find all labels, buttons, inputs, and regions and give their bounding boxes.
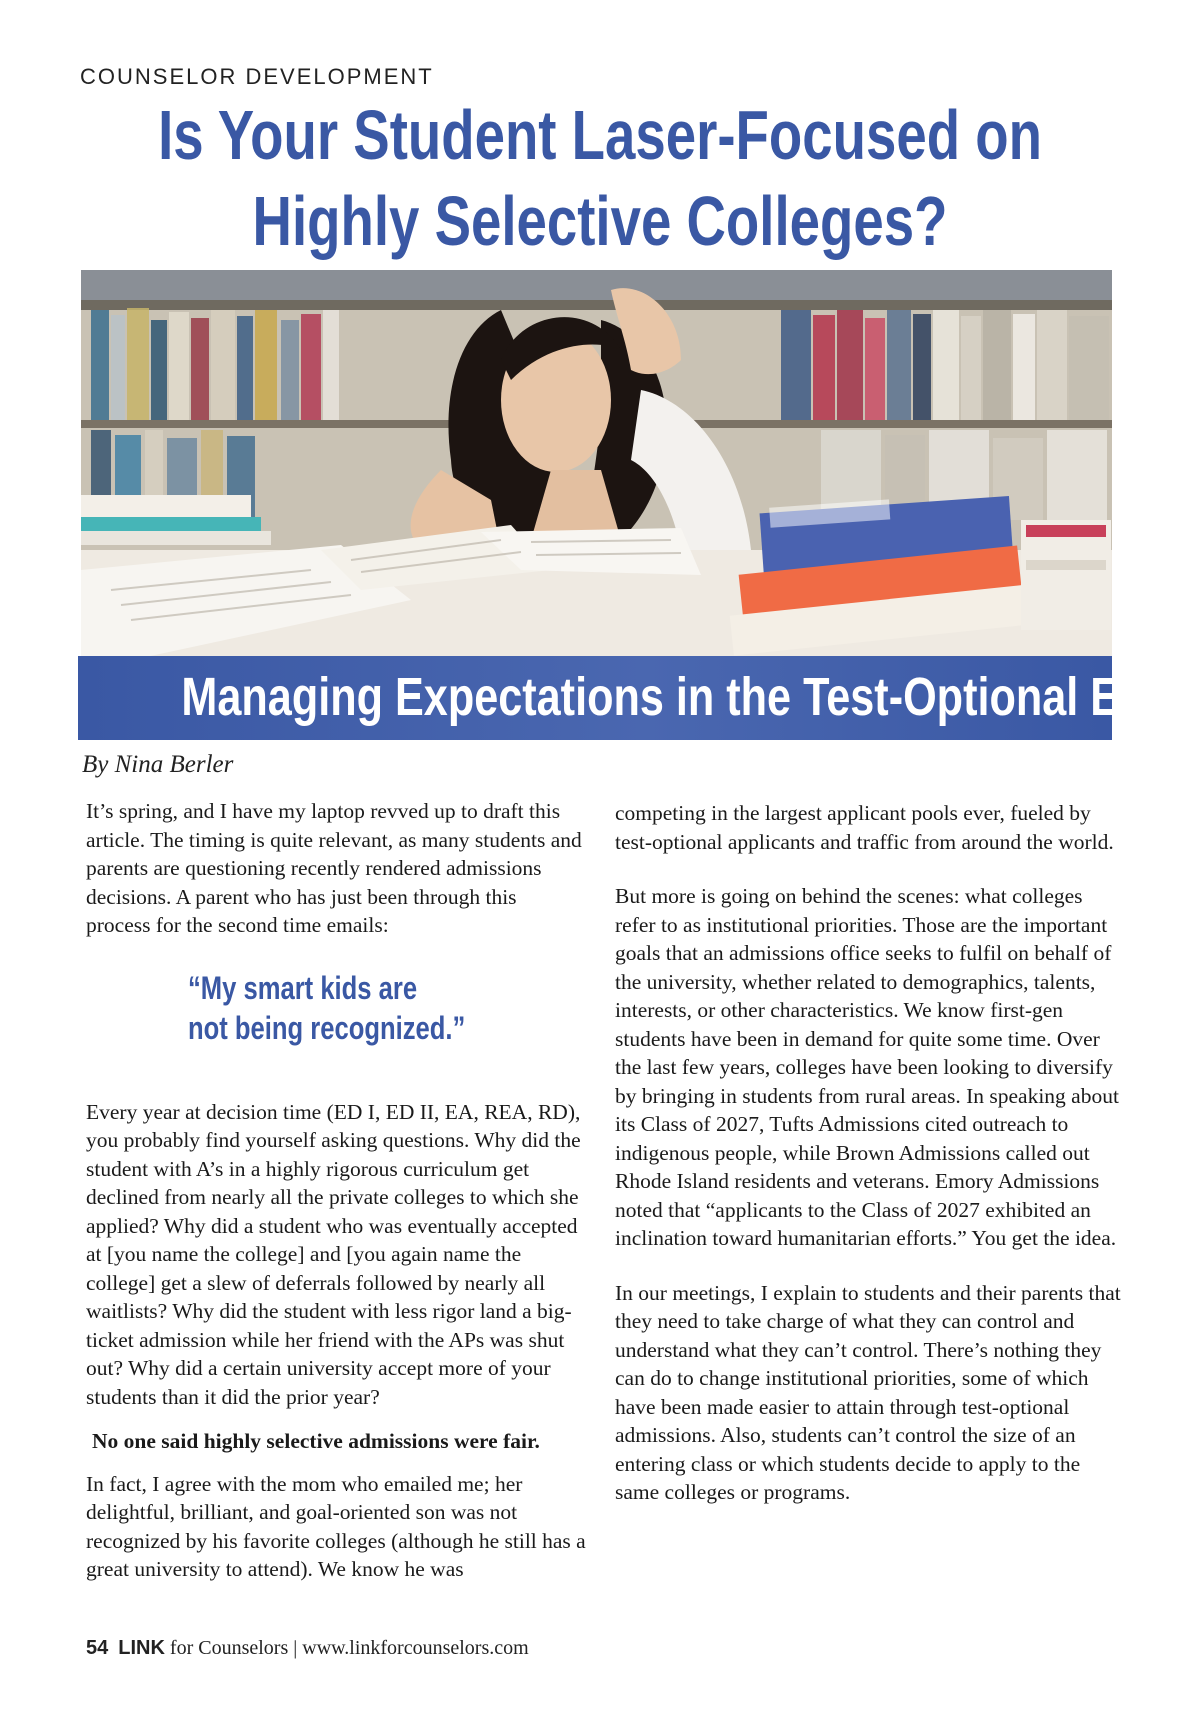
subtitle-banner	[78, 656, 1160, 740]
section-kicker: COUNSELOR DEVELOPMENT	[80, 64, 434, 89]
pull-quote	[188, 968, 476, 1048]
banner-subtitle: Managing Expectations in the Test-Optional Era	[181, 667, 1160, 727]
paragraph: It’s spring, and I have my laptop revved up to draft this article. The timing is quite relevant, as many students and parents are questioning recently rendered admissions decisions. A parent who has just been through this process for the second time emails:	[86, 799, 582, 937]
paragraph: In fact, I agree with the mom who emailed me; her delightful, brilliant, and goal-oriented son was not recognized by his favorite colleges (although he still has a great university to attend). We know he was	[86, 1471, 586, 1581]
pull-quote-line-1: “My smart kids are	[188, 969, 418, 1006]
hero-photo	[81, 270, 1112, 658]
title-line-1: Is Your Student Laser-Focused on	[158, 96, 1042, 174]
article-title	[132, 92, 1068, 264]
paragraph: Every year at decision time (ED I, ED II, EA, REA, RD), you probably find yourself asking questions. Why did the student with A’s in a highly rigorous curriculum get declined from nearly all the private colleges to which she applied? Why did a student who was eventually accepted at [you name the college] and [you again name the college] get a slew of deferrals followed by nearly all waitlists? Why did the student with less rigor land a big-ticket admission while her friend with the APs was shut out? Why did a certain university accept more of your students than it did the prior year?	[86, 1099, 581, 1409]
title-line-2: Highly Selective Colleges?	[252, 182, 948, 260]
footer-text: for Counselors | www.linkforcounselors.com	[164, 1637, 529, 1659]
pull-quote-line-2: not being recognized.”	[188, 1009, 466, 1046]
byline: By Nina Berler	[82, 751, 234, 778]
right-column	[615, 799, 1125, 1507]
paragraph: In our meetings, I explain to students and their parents that they need to take charge of what they can control and understand what they can’t control. There’s nothing they can do to change institutional priorities, some of which have been made easier to attain through test-optional admissions. Also, students can’t control the size of an entering class or which students decide to apply to the same colleges or programs.	[615, 1280, 1121, 1504]
paragraph: But more is going on behind the scenes: what colleges refer to as institutional priorities. Those are the important goals that an admissions office seeks to fulfil on behalf of the university, whether related to demographics, talents, interests, or other characteristics. We know first-gen students have been in demand for quite some time. Over the last few years, colleges have been looking to diversify by bringing in students from rural areas. In speaking about its Class of 2027, Tufts Admissions cited outreach to indigenous people, while Brown Admissions called out Rhode Island residents and veterans. Emory Admissions noted that “applicants to the Class of 2027 exhibited an inclination toward humanitarian efforts.” You get the idea.	[615, 884, 1119, 1250]
paragraph: competing in the largest applicant pools ever, fueled by test-optional applicants and traffic from around the world.	[615, 801, 1114, 854]
page-number: 54	[86, 1637, 109, 1659]
left-column	[86, 797, 586, 1584]
page-footer	[86, 1637, 529, 1660]
bold-statement: No one said highly selective admissions were fair.	[92, 1429, 540, 1453]
magazine-brand: LINK	[118, 1637, 165, 1659]
stressed-student-photo	[81, 270, 1112, 658]
